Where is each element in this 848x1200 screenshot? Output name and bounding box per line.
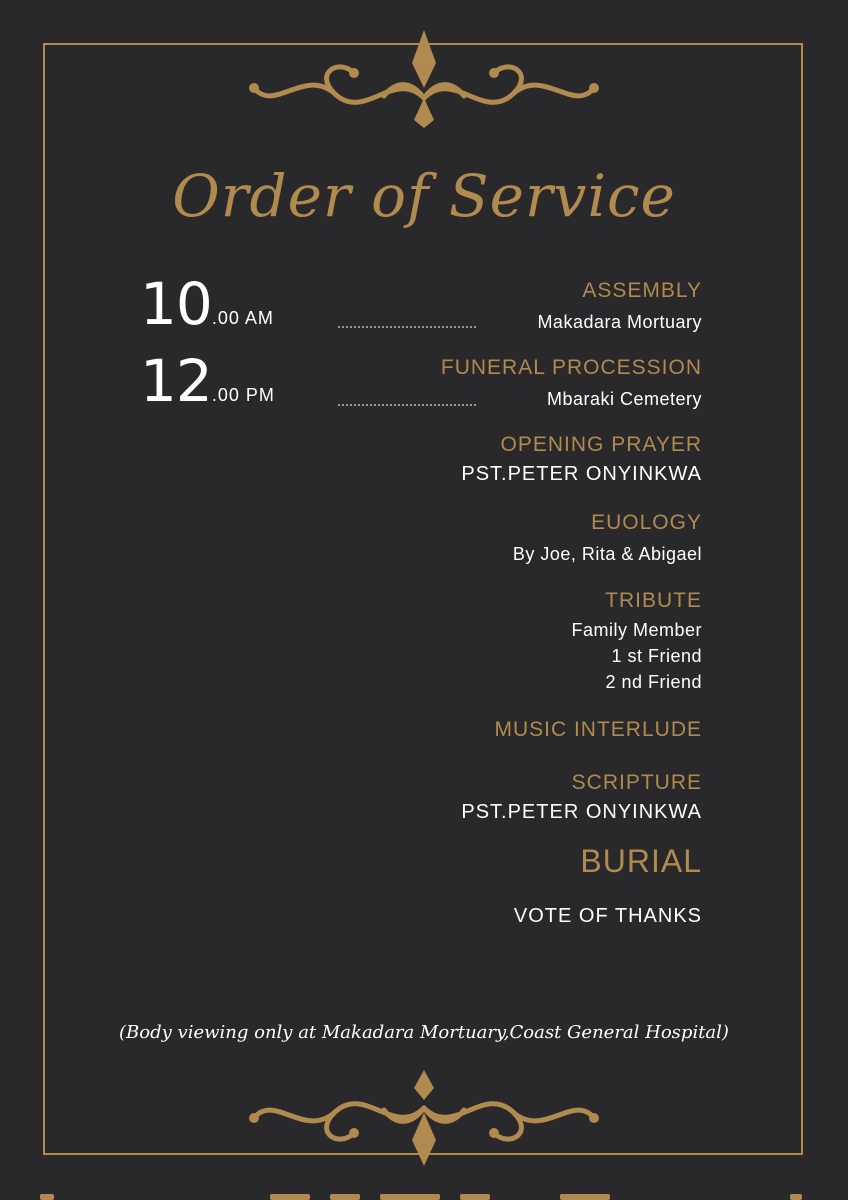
thanks-item — [514, 905, 702, 928]
scripture-item — [461, 771, 702, 824]
event-place: Mbaraki Cemetery — [546, 389, 702, 409]
viewing-note: (Body viewing only at Makadara Mortuary,Coast General Hospital) — [119, 1022, 729, 1043]
tribute-item — [571, 589, 702, 695]
cropped-bottom-strip — [0, 1192, 848, 1200]
schedule-item-1 — [537, 279, 702, 335]
officiant: PST.PETER ONYINKWA — [461, 801, 702, 823]
section-heading: BURIAL — [580, 843, 702, 879]
opening-prayer-item — [461, 433, 702, 486]
event-heading: ASSEMBLY — [582, 279, 702, 302]
eulogy-item — [513, 511, 702, 567]
tribute-line: Family Member — [571, 620, 702, 640]
section-heading: VOTE OF THANKS — [513, 905, 702, 927]
burial-item — [580, 843, 702, 880]
time-block-1 — [140, 270, 274, 338]
tribute-line: 2 nd Friend — [605, 672, 702, 692]
section-heading: OPENING PRAYER — [500, 433, 702, 456]
event-heading: FUNERAL PROCESSION — [440, 356, 702, 379]
time-hour: 10 — [140, 270, 212, 338]
schedule-item-2 — [441, 356, 702, 412]
section-heading: TRIBUTE — [605, 589, 702, 612]
music-item — [494, 718, 702, 742]
tribute-line: 1 st Friend — [611, 646, 702, 666]
officiant: PST.PETER ONYINKWA — [461, 463, 702, 485]
flourish-ornament-bottom-icon — [244, 1068, 604, 1168]
speakers: By Joe, Rita & Abigael — [512, 544, 702, 564]
time-hour: 12 — [140, 347, 212, 415]
time-block-2 — [140, 347, 275, 415]
flourish-ornament-top-icon — [244, 28, 604, 128]
event-place: Makadara Mortuary — [537, 312, 702, 332]
time-suffix: .00 AM — [211, 308, 274, 328]
page-title: Order of Service — [172, 162, 676, 230]
dotted-leader — [338, 326, 476, 328]
section-heading: MUSIC INTERLUDE — [494, 718, 702, 741]
time-suffix: .00 PM — [211, 385, 275, 405]
section-heading: EUOLOGY — [591, 511, 702, 534]
section-heading: SCRIPTURE — [571, 771, 702, 794]
